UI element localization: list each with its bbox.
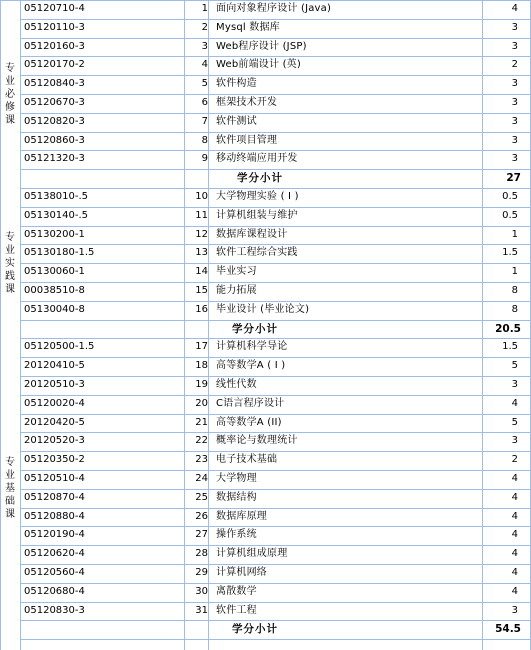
grid-line (20, 395, 531, 396)
course-name: 能力拓展 (216, 285, 257, 296)
grid-line (482, 0, 483, 650)
course-credit: 5 (511, 416, 518, 428)
grid-line (20, 545, 531, 546)
course-name: 数据结构 (216, 491, 257, 503)
course-name: 线性代数 (216, 379, 257, 390)
course-code: 20120510-3 (24, 379, 85, 390)
course-name: 软件项目管理 (216, 134, 278, 146)
course-code: 05120670-3 (24, 97, 85, 108)
course-name: 软件工程综合实践 (216, 247, 298, 259)
course-code: 05120190-4 (24, 529, 85, 541)
course-credit: 8 (511, 285, 518, 296)
course-credit: 3 (511, 21, 518, 33)
table-row (0, 526, 531, 544)
row-number: 12 (195, 228, 208, 240)
grid-line (20, 432, 531, 433)
row-number: 18 (195, 360, 208, 372)
grid-line (20, 207, 531, 208)
grid-line (20, 282, 531, 283)
grid-line (0, 0, 1, 650)
course-credit: 4 (511, 491, 518, 503)
course-name: 面向对象程序设计 (Java) (216, 3, 332, 14)
row-number: 29 (195, 567, 208, 578)
row-number: 13 (195, 247, 208, 259)
subtotal-value: 27 (506, 172, 521, 185)
table-row (0, 564, 531, 582)
course-code: 05120830-3 (24, 604, 85, 616)
table-row (0, 38, 531, 56)
course-credit: 1 (511, 266, 518, 278)
table-row (0, 0, 531, 18)
course-code: 05120870-4 (24, 491, 85, 503)
subtotal-row (0, 169, 531, 187)
subtotal-value: 54.5 (495, 623, 521, 636)
row-number: 28 (195, 548, 208, 560)
course-name: 计算机科学导论 (216, 341, 288, 353)
grid-line (20, 132, 531, 133)
course-code: 05120880-4 (24, 510, 85, 522)
course-credit: 2 (511, 59, 518, 71)
course-code: 05120110-3 (24, 21, 85, 33)
subtotal-value: 20.5 (495, 322, 521, 335)
course-name: Mysql 数据库 (216, 21, 280, 33)
grid-line (20, 0, 21, 650)
course-code: 20120420-5 (24, 416, 85, 428)
course-name: 毕业设计 (毕业论文) (216, 303, 310, 315)
course-name: 高等数学A (II) (216, 416, 282, 428)
course-code: 05120860-3 (24, 134, 85, 146)
table-row (0, 75, 531, 93)
course-code: 05120840-3 (24, 78, 85, 90)
course-name: 概率论与数理统计 (216, 435, 298, 447)
course-name: 数据库课程设计 (216, 228, 288, 240)
course-credit: 0.5 (502, 209, 518, 221)
course-credit: 8 (511, 303, 518, 315)
grid-line (20, 244, 531, 245)
grid-line (20, 583, 531, 584)
course-code: 05130200-1 (24, 228, 85, 240)
course-name: 软件工程 (216, 604, 257, 616)
grid-line (20, 150, 531, 151)
course-credit: 1.5 (502, 341, 518, 353)
category-label: 专业基础课 (5, 457, 15, 520)
table-row (0, 602, 531, 620)
table-row (0, 432, 531, 450)
row-number: 19 (195, 379, 208, 390)
table-row (0, 451, 531, 469)
row-number: 17 (195, 341, 208, 353)
table-row (0, 357, 531, 375)
course-name: 电子技术基础 (216, 454, 278, 466)
row-number: 25 (195, 491, 208, 503)
row-number: 2 (201, 21, 208, 33)
course-credit: 3 (511, 78, 518, 90)
course-code: 05120020-4 (24, 397, 85, 409)
row-number: 11 (195, 209, 208, 221)
grid-line (20, 620, 531, 621)
course-code: 05120350-2 (24, 454, 85, 466)
row-number: 5 (201, 78, 208, 90)
course-name: 框架技术开发 (216, 97, 278, 108)
table-row (0, 583, 531, 601)
table-row (0, 188, 531, 206)
course-credit: 4 (511, 3, 518, 14)
course-code: 00038510-8 (24, 285, 85, 296)
row-number: 1 (201, 3, 208, 14)
table-row (0, 150, 531, 168)
course-code: 05138010-.5 (24, 191, 89, 202)
table-row (0, 489, 531, 507)
table-row (0, 395, 531, 413)
course-name: 软件测试 (216, 115, 257, 127)
course-code: 05120510-4 (24, 473, 85, 484)
grid-line (20, 602, 531, 603)
table-row (0, 338, 531, 356)
grid-line (20, 263, 531, 264)
table-row (0, 244, 531, 262)
grid-line (20, 113, 531, 114)
row-number: 16 (195, 303, 208, 315)
table-row (0, 226, 531, 244)
course-code: 05120160-3 (24, 40, 85, 52)
course-name: C语言程序设计 (216, 397, 285, 409)
grid-line (208, 0, 209, 650)
grid-line (20, 169, 531, 170)
row-number: 6 (201, 97, 208, 108)
table-row (0, 282, 531, 300)
grid-line (20, 56, 531, 57)
course-code: 05120500-1.5 (24, 341, 95, 353)
course-code: 05120170-2 (24, 59, 85, 71)
course-credit: 3 (511, 435, 518, 447)
course-name: 计算机网络 (216, 567, 267, 578)
table-row (0, 56, 531, 74)
course-code: 05120710-4 (24, 3, 85, 14)
course-credit: 4 (511, 397, 518, 409)
category-label: 专业必修课 (5, 63, 15, 126)
table-row (0, 301, 531, 319)
row-number: 23 (195, 454, 208, 466)
course-name: 毕业实习 (216, 266, 257, 278)
course-credit: 3 (511, 97, 518, 108)
grid-line (20, 564, 531, 565)
table-row (0, 470, 531, 488)
course-code: 05130040-8 (24, 303, 85, 315)
course-credit: 4 (511, 510, 518, 522)
grid-line (20, 451, 531, 452)
row-number: 30 (195, 585, 208, 597)
course-credit: 3 (511, 115, 518, 127)
course-code: 05120680-4 (24, 585, 85, 597)
course-credit: 3 (511, 40, 518, 52)
row-number: 20 (195, 397, 208, 409)
course-credit: 4 (511, 529, 518, 541)
table-row (0, 376, 531, 394)
course-name: Web前端设计 (英) (216, 59, 301, 71)
row-number: 10 (195, 191, 208, 202)
course-code: 20120520-3 (24, 435, 85, 447)
course-credit: 2 (511, 454, 518, 466)
subtotal-label: 学分小计 (232, 623, 278, 636)
course-name: 高等数学A ( I ) (216, 360, 286, 372)
course-name: 大学物理实验 ( I ) (216, 191, 299, 202)
grid-line (0, 0, 531, 1)
grid-line (20, 357, 531, 358)
subtotal-label: 学分小计 (232, 322, 278, 335)
row-number: 4 (201, 59, 208, 71)
course-code: 05120620-4 (24, 548, 85, 560)
course-name: 计算机组装与维护 (216, 209, 298, 221)
course-credit: 1.5 (502, 247, 518, 259)
course-code: 05120560-4 (24, 567, 85, 578)
table-row (0, 263, 531, 281)
row-number: 21 (195, 416, 208, 428)
subtotal-row (0, 620, 531, 638)
table-row (0, 94, 531, 112)
row-number: 8 (201, 134, 208, 146)
grid-line (20, 320, 531, 321)
table-row (0, 545, 531, 563)
row-number: 22 (195, 435, 208, 447)
subtotal-label: 学分小计 (237, 172, 283, 185)
row-number: 14 (195, 266, 208, 278)
course-name: 移动终端应用开发 (216, 153, 298, 165)
grid-line (20, 226, 531, 227)
course-code: 05130180-1.5 (24, 247, 95, 259)
course-code: 20120410-5 (24, 360, 85, 372)
grid-line (20, 94, 531, 95)
course-name: 操作系统 (216, 529, 257, 541)
course-credit: 0.5 (502, 191, 518, 202)
table-row (0, 113, 531, 131)
row-number: 31 (195, 604, 208, 616)
row-number: 7 (201, 115, 208, 127)
course-name: 软件构造 (216, 78, 257, 90)
table-row (0, 508, 531, 526)
category-label: 专业实践课 (5, 232, 15, 295)
grid-line (20, 19, 531, 20)
course-credit: 3 (511, 379, 518, 390)
course-credit: 4 (511, 585, 518, 597)
course-name: 大学物理 (216, 473, 257, 484)
course-name: 数据库原理 (216, 510, 267, 522)
grid-line (20, 338, 531, 339)
grid-line (184, 0, 185, 650)
course-credit: 3 (511, 153, 518, 165)
course-credit: 1 (511, 228, 518, 240)
table-row (0, 414, 531, 432)
table-row (0, 207, 531, 225)
grid-line (20, 38, 531, 39)
row-number: 27 (195, 529, 208, 541)
grid-line (20, 508, 531, 509)
grid-line (20, 526, 531, 527)
course-credit: 3 (511, 134, 518, 146)
grid-line (20, 414, 531, 415)
subtotal-row (0, 320, 531, 338)
course-credit: 4 (511, 567, 518, 578)
grid-line (20, 188, 531, 189)
table-row (0, 132, 531, 150)
row-number: 26 (195, 510, 208, 522)
row-number: 3 (201, 40, 208, 52)
grid-line (20, 301, 531, 302)
grid-line (20, 639, 531, 640)
grid-line (20, 470, 531, 471)
row-number: 24 (195, 473, 208, 484)
course-credit: 4 (511, 473, 518, 484)
grid-line (20, 376, 531, 377)
grid-line (20, 75, 531, 76)
course-credit: 5 (511, 360, 518, 372)
course-credit: 3 (511, 604, 518, 616)
course-code: 05130060-1 (24, 266, 85, 278)
course-credit: 4 (511, 548, 518, 560)
row-number: 15 (195, 285, 208, 296)
course-code: 05120820-3 (24, 115, 85, 127)
table-row (0, 19, 531, 37)
row-number: 9 (201, 153, 208, 165)
course-name: Web程序设计 (JSP) (216, 40, 307, 52)
course-code: 05121320-3 (24, 153, 85, 165)
course-name: 计算机组成原理 (216, 548, 288, 560)
course-code: 05130140-.5 (24, 209, 89, 221)
grid-line (20, 489, 531, 490)
course-name: 离散数学 (216, 585, 257, 597)
